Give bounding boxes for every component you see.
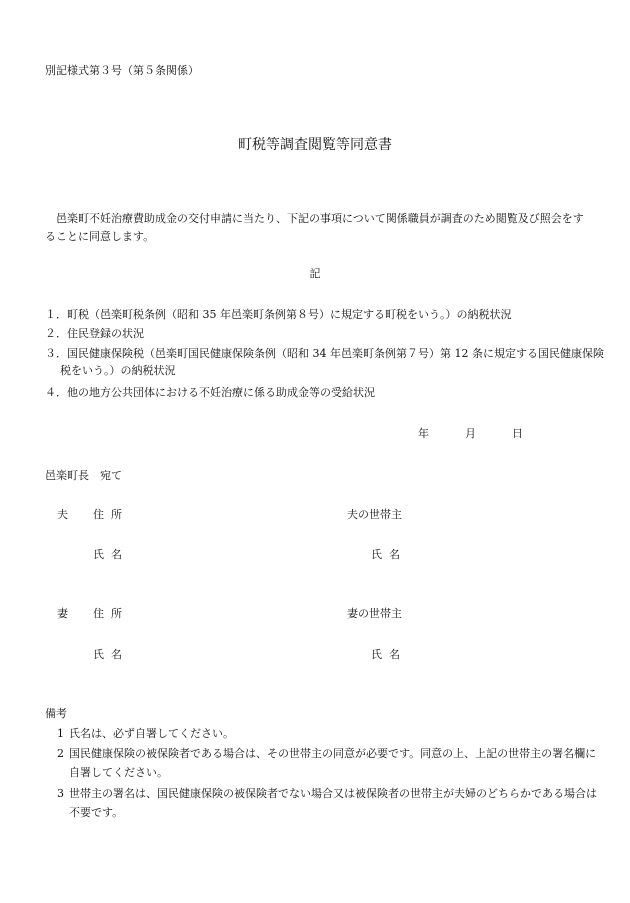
date-month-label: 月 xyxy=(465,427,476,440)
remark-number: 2 xyxy=(57,747,64,760)
remark-text: 世帯主の署名は、国民健康保険の被保険者でない場合又は被保険者の世帯主が夫婦のどちらかである場合は不要です。 xyxy=(69,787,597,819)
intro-paragraph: 邑楽町不妊治療費助成金の交付申請に当たり、下記の事項について関係職員が調査のため閲覧及び照会をすることに同意します。 xyxy=(45,212,584,243)
husband-head-name-label: 氏名 xyxy=(371,548,407,561)
husband-head-label: 夫の世帯主 xyxy=(347,508,402,521)
remark-text: 国民健康保険の被保険者である場合は、その世帯主の同意が必要です。同意の上、上記の世帯主の署名欄に自署してください。 xyxy=(69,747,597,779)
remark-note xyxy=(57,784,604,822)
form-number: 別記様式第３号（第５条関係） xyxy=(45,64,199,77)
list-item: ３．国民健康保険税（邑楽町国民健康保険条例（昭和 34 年邑楽町条例第７号）第 12 条に規定する国民健康保険税をいう。）の納税状況 xyxy=(45,347,604,377)
wife-name-label: 氏名 xyxy=(93,648,129,661)
wife-label: 妻 xyxy=(57,607,68,620)
list-item: ２．住民登録の状況 xyxy=(45,327,144,340)
date-year-label: 年 xyxy=(418,427,429,440)
addressee: 邑楽町長 宛て xyxy=(45,469,122,482)
wife-head-label: 妻の世帯主 xyxy=(347,607,402,620)
date-day-label: 日 xyxy=(512,427,523,440)
wife-address-label: 住所 xyxy=(93,607,129,620)
page-title: 町税等調査閲覧等同意書 xyxy=(238,137,392,153)
husband-name-label: 氏名 xyxy=(93,548,129,561)
remark-number: 1 xyxy=(57,727,64,740)
remark-note xyxy=(57,724,604,743)
remark-text: 氏名は、必ず自署してください。 xyxy=(69,727,234,740)
wife-head-name-label: 氏名 xyxy=(371,648,407,661)
husband-address-label: 住所 xyxy=(93,508,129,521)
list-item: ４．他の地方公共団体における不妊治療に係る助成金等の受給状況 xyxy=(45,386,375,399)
remark-note xyxy=(57,744,604,782)
remarks-title: 備考 xyxy=(45,707,67,720)
ki-heading: 記 xyxy=(309,267,321,280)
husband-label: 夫 xyxy=(57,508,68,521)
remark-number: 3 xyxy=(57,787,64,800)
list-item: １．町税（邑楽町税条例（昭和 35 年邑楽町条例第８号）に規定する町税をいう。）の納税状況 xyxy=(45,308,512,321)
